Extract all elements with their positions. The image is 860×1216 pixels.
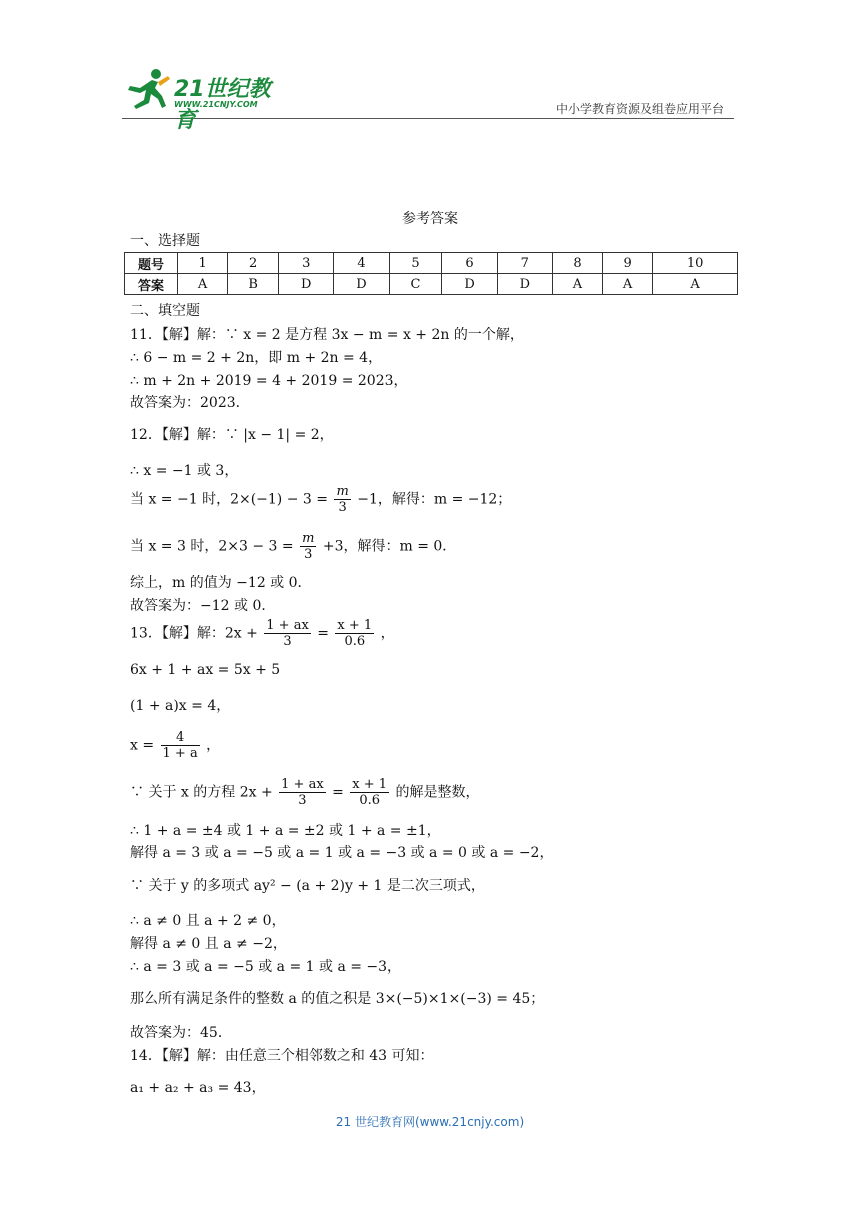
fraction-denominator: 0.6: [359, 793, 381, 808]
solution-line: 故答案为：45．: [130, 1025, 232, 1041]
solution-line: 11．【解】解：∵ x = 2 是方程 3x − m = x + 2n 的一个解，: [130, 327, 524, 343]
solution-line: a₁ + a₂ + a₃ = 43，: [130, 1080, 266, 1096]
table-row: [125, 274, 738, 295]
platform-label: 中小学教育资源及组卷应用平台: [555, 102, 724, 116]
table-cell: 9: [603, 253, 653, 274]
solution-line: ∴ 1 + a = ±4 或 1 + a = ±2 或 1 + a = ±1，: [130, 823, 441, 839]
table-cell: 7: [497, 253, 552, 274]
solution-line: 12．【解】解：∵ |x − 1| = 2，: [130, 427, 334, 443]
solution-line: 故答案为：2023．: [130, 395, 250, 411]
solution-line: 14．【解】解：由任意三个相邻数之和 43 可知：: [130, 1048, 434, 1064]
equation-text: 当 x = −1 时，2×(−1) − 3 =: [130, 491, 328, 508]
table-cell: D: [497, 274, 552, 295]
table-cell: A: [653, 274, 738, 295]
equation-text: x =: [130, 737, 155, 754]
equation-text: +3，解得：m = 0．: [322, 538, 457, 555]
table-cell: B: [228, 274, 279, 295]
fraction-numerator: m: [336, 484, 349, 499]
equation-line: [130, 484, 511, 515]
table-cell: D: [334, 274, 389, 295]
fraction-numerator: 4: [161, 730, 200, 746]
fraction-numerator: m: [302, 531, 315, 546]
fraction: [264, 618, 311, 649]
fraction-numerator: 1 + ax: [266, 618, 309, 633]
table-cell: D: [279, 274, 334, 295]
equation-text: =: [332, 784, 344, 801]
fraction-numerator: x + 1: [337, 618, 373, 633]
equation-text: 13．【解】解：2x +: [130, 625, 258, 642]
fraction-denominator: 3: [338, 500, 347, 515]
fraction-numerator: 1 + ax: [281, 777, 324, 792]
table-cell: D: [442, 274, 497, 295]
table-cell: 1: [178, 253, 228, 274]
page-title: 参考答案: [402, 211, 458, 227]
logo-text: 21世纪教育: [174, 77, 271, 133]
fraction-numerator: x + 1: [352, 777, 388, 792]
equation-text: =: [317, 625, 329, 642]
solution-line: ∴ 6 − m = 2 + 2n，即 m + 2n = 4，: [130, 350, 383, 366]
equation-text: ，: [380, 625, 395, 642]
solution-line: ∴ a = 3 或 a = −5 或 a = 1 或 a = −3，: [130, 959, 402, 975]
equation-text: 的解是整数，: [395, 784, 480, 801]
answer-table: [124, 252, 738, 295]
table-cell: A: [178, 274, 228, 295]
table-cell: 10: [653, 253, 738, 274]
fraction: [334, 484, 350, 515]
table-cell: 6: [442, 253, 497, 274]
fraction-denominator: 3: [283, 634, 292, 649]
logo: [122, 66, 292, 133]
table-row: [125, 253, 738, 274]
fraction-denominator: 3: [298, 793, 307, 808]
table-cell: 5: [389, 253, 442, 274]
fraction-denominator: 0.6: [344, 634, 366, 649]
section-heading-fill: 二、填空题: [130, 303, 200, 319]
section-heading-choice: 一、选择题: [130, 233, 200, 249]
logo-url: WWW.21CNJY.COM: [174, 100, 258, 109]
fraction: [279, 777, 326, 808]
solution-line: ∴ m + 2n + 2019 = 4 + 2019 = 2023，: [130, 373, 408, 389]
table-cell: 3: [279, 253, 334, 274]
equation-line: [130, 730, 220, 761]
equation-text: 当 x = 3 时，2×3 − 3 =: [130, 538, 294, 555]
equation-line: [130, 777, 480, 808]
solution-line: 解得 a ≠ 0 且 a ≠ −2，: [130, 936, 287, 952]
solution-line: ∴ a ≠ 0 且 a + 2 ≠ 0，: [130, 913, 286, 929]
table-cell: 8: [552, 253, 602, 274]
table-cell: C: [389, 274, 442, 295]
equation-line: [130, 531, 456, 562]
solution-line: ∵ 关于 y 的多项式 ay² − (a + 2)y + 1 是二次三项式，: [130, 878, 485, 894]
equation-text: −1，解得：m = −12；: [357, 491, 512, 508]
solution-line: 综上，m 的值为 −12 或 0．: [130, 575, 312, 591]
solution-line: (1 + a)x = 4，: [130, 698, 231, 714]
solution-line: 故答案为：−12 或 0．: [130, 598, 276, 614]
table-cell: 4: [334, 253, 389, 274]
table-header-cell: 答案: [125, 274, 178, 295]
solution-line: 解得 a = 3 或 a = −5 或 a = 1 或 a = −3 或 a = 0 或 a = −2，: [130, 845, 554, 861]
fraction: [300, 531, 316, 562]
page-header: [122, 62, 734, 133]
fraction: [161, 730, 200, 761]
fraction-denominator: 3: [304, 547, 313, 562]
runner-logo-icon: [122, 66, 172, 110]
solution-line: 6x + 1 + ax = 5x + 5: [130, 662, 281, 678]
fraction-denominator: 1 + a: [162, 746, 198, 761]
equation-text: ∵ 关于 x 的方程 2x +: [130, 784, 273, 801]
equation-line: [130, 618, 395, 649]
table-header-cell: 题号: [125, 253, 178, 274]
page-footer: 21 世纪教育网(www.21cnjy.com): [335, 1115, 525, 1129]
solution-line: 那么所有满足条件的整数 a 的值之积是 3×(−5)×1×(−3) = 45；: [130, 991, 545, 1007]
solution-line: ∴ x = −1 或 3，: [130, 463, 239, 479]
equation-text: ，: [206, 737, 221, 754]
fraction: [335, 618, 374, 649]
table-cell: A: [603, 274, 653, 295]
table-cell: 2: [228, 253, 279, 274]
table-cell: A: [552, 274, 602, 295]
fraction: [350, 777, 389, 808]
